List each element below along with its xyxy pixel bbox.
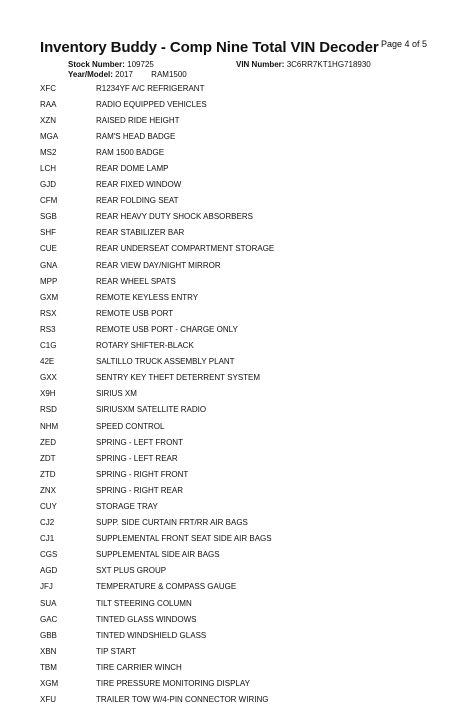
- option-description: REAR FIXED WINDOW: [96, 180, 182, 190]
- option-description: REAR STABILIZER BAR: [96, 228, 185, 238]
- option-row: [40, 273, 274, 289]
- option-row: [40, 611, 274, 627]
- option-row: [40, 434, 274, 450]
- model-value: RAM1500: [151, 70, 187, 79]
- option-row: [40, 402, 274, 418]
- option-code: ZTD: [40, 469, 56, 479]
- option-code: GNA: [40, 260, 58, 270]
- option-row: [40, 257, 274, 273]
- option-code: NHM: [40, 421, 59, 431]
- option-description: TINTED WINDSHIELD GLASS: [96, 630, 207, 640]
- option-code: 42E: [40, 357, 55, 367]
- option-description: REMOTE USB PORT - CHARGE ONLY: [96, 324, 238, 334]
- option-description: SPRING - RIGHT REAR: [96, 485, 183, 495]
- option-row: [40, 450, 274, 466]
- page-number: Page 4 of 5: [381, 39, 428, 49]
- option-code: AGD: [40, 566, 58, 576]
- option-description: R1234YF A/C REFRIGERANT: [96, 83, 205, 93]
- option-code: RSD: [40, 405, 57, 415]
- option-row: [40, 659, 274, 675]
- option-row: [40, 289, 274, 305]
- option-description: REAR DOME LAMP: [96, 164, 169, 174]
- option-description: TIP START: [96, 646, 137, 656]
- option-description: SUPPLEMENTAL FRONT SEAT SIDE AIR BAGS: [96, 534, 272, 544]
- option-code: ZNX: [40, 485, 56, 495]
- option-code: GBB: [40, 630, 57, 640]
- option-code: TBM: [40, 662, 57, 672]
- option-description: REMOTE KEYLESS ENTRY: [96, 292, 199, 302]
- option-description: SPRING - RIGHT FRONT: [96, 469, 189, 479]
- option-row: [40, 96, 274, 112]
- stock-number-label: Stock Number:: [68, 60, 125, 69]
- option-description: SPEED CONTROL: [96, 421, 165, 431]
- option-row: [40, 370, 274, 386]
- option-code: MGA: [40, 131, 59, 141]
- option-row: [40, 466, 274, 482]
- option-row: [40, 547, 274, 563]
- option-description: TILT STEERING COLUMN: [96, 598, 192, 608]
- option-code: X9H: [40, 389, 56, 399]
- option-code: SHF: [40, 228, 56, 238]
- stock-number: [68, 60, 154, 69]
- option-row: [40, 354, 274, 370]
- option-code: CFM: [40, 196, 58, 206]
- option-code: RS3: [40, 324, 56, 334]
- option-row: [40, 160, 274, 176]
- option-row: [40, 193, 274, 209]
- option-code: XFC: [40, 83, 56, 93]
- option-row: [40, 418, 274, 434]
- option-code: SUA: [40, 598, 57, 608]
- year-model: [68, 70, 187, 79]
- option-description: SIRIUSXM SATELLITE RADIO: [96, 405, 207, 415]
- option-row: [40, 482, 274, 498]
- option-code: XGM: [40, 679, 59, 689]
- option-row: [40, 531, 274, 547]
- option-code: C1G: [40, 341, 57, 351]
- option-code: XFU: [40, 695, 56, 705]
- option-description: REAR WHEEL SPATS: [96, 276, 176, 286]
- option-description: RAM'S HEAD BADGE: [96, 131, 176, 141]
- option-code: RSX: [40, 308, 57, 318]
- option-row: [40, 144, 274, 160]
- option-code: CGS: [40, 550, 58, 560]
- page-title: Inventory Buddy - Comp Nine Total VIN Decoder: [40, 39, 379, 56]
- option-code: CUE: [40, 244, 57, 254]
- option-description: SUPPLEMENTAL SIDE AIR BAGS: [96, 550, 220, 560]
- option-description: REAR UNDERSEAT COMPARTMENT STORAGE: [96, 244, 275, 254]
- option-description: REAR FOLDING SEAT: [96, 196, 179, 206]
- option-description: TRAILER TOW W/4-PIN CONNECTOR WIRING: [96, 695, 269, 705]
- option-list: [40, 80, 274, 708]
- option-description: SALTILLO TRUCK ASSEMBLY PLANT: [96, 357, 235, 367]
- option-row: [40, 112, 274, 128]
- option-description: TEMPERATURE & COMPASS GAUGE: [96, 582, 237, 592]
- option-row: [40, 579, 274, 595]
- option-row: [40, 225, 274, 241]
- option-description: REAR VIEW DAY/NIGHT MIRROR: [96, 260, 221, 270]
- option-code: ZDT: [40, 453, 56, 463]
- option-row: [40, 80, 274, 96]
- option-description: TIRE CARRIER WINCH: [96, 662, 182, 672]
- option-code: CUY: [40, 501, 57, 511]
- vin-number-label: VIN Number:: [236, 60, 285, 69]
- option-row: [40, 321, 274, 337]
- option-row: [40, 643, 274, 659]
- option-description: RAM 1500 BADGE: [96, 147, 165, 157]
- option-row: [40, 209, 274, 225]
- option-row: [40, 386, 274, 402]
- option-row: [40, 241, 274, 257]
- option-code: LCH: [40, 164, 57, 174]
- option-code: XBN: [40, 646, 57, 656]
- option-row: [40, 515, 274, 531]
- option-description: TIRE PRESSURE MONITORING DISPLAY: [96, 679, 250, 689]
- option-row: [40, 305, 274, 321]
- option-description: ROTARY SHIFTER-BLACK: [96, 341, 194, 351]
- year-value: 2017: [115, 70, 133, 79]
- option-description: SPRING - LEFT FRONT: [96, 437, 183, 447]
- option-row: [40, 563, 274, 579]
- option-row: [40, 627, 274, 643]
- option-description: SENTRY KEY THEFT DETERRENT SYSTEM: [96, 373, 261, 383]
- vin-number-value: 3C6RR7KT1HG718930: [286, 60, 371, 69]
- option-row: [40, 498, 274, 514]
- option-code: SGB: [40, 212, 57, 222]
- stock-number-value: 109725: [127, 60, 154, 69]
- option-description: SIRIUS XM: [96, 389, 137, 399]
- option-code: GXM: [40, 292, 59, 302]
- option-code: CJ2: [40, 518, 55, 528]
- option-code: CJ1: [40, 534, 55, 544]
- option-code: ZED: [40, 437, 56, 447]
- option-code: RAA: [40, 99, 57, 109]
- option-code: XZN: [40, 115, 56, 125]
- option-description: RADIO EQUIPPED VEHICLES: [96, 99, 207, 109]
- option-description: SPRING - LEFT REAR: [96, 453, 178, 463]
- option-row: [40, 675, 274, 691]
- option-description: SUPP. SIDE CURTAIN FRT/RR AIR BAGS: [96, 518, 248, 528]
- year-model-label: Year/Model:: [68, 70, 113, 79]
- option-description: STORAGE TRAY: [96, 501, 158, 511]
- option-code: JFJ: [40, 582, 53, 592]
- option-code: MS2: [40, 147, 57, 157]
- option-code: GXX: [40, 373, 57, 383]
- option-description: SXT PLUS GROUP: [96, 566, 167, 576]
- option-code: GJD: [40, 180, 56, 190]
- option-code: MPP: [40, 276, 58, 286]
- option-code: GAC: [40, 614, 58, 624]
- option-description: REAR HEAVY DUTY SHOCK ABSORBERS: [96, 212, 253, 222]
- option-description: REMOTE USB PORT: [96, 308, 174, 318]
- option-row: [40, 128, 274, 144]
- option-row: [40, 338, 274, 354]
- option-description: RAISED RIDE HEIGHT: [96, 115, 180, 125]
- option-row: [40, 177, 274, 193]
- vin-number: [236, 60, 371, 69]
- option-row: [40, 595, 274, 611]
- option-row: [40, 692, 274, 708]
- option-description: TINTED GLASS WINDOWS: [96, 614, 197, 624]
